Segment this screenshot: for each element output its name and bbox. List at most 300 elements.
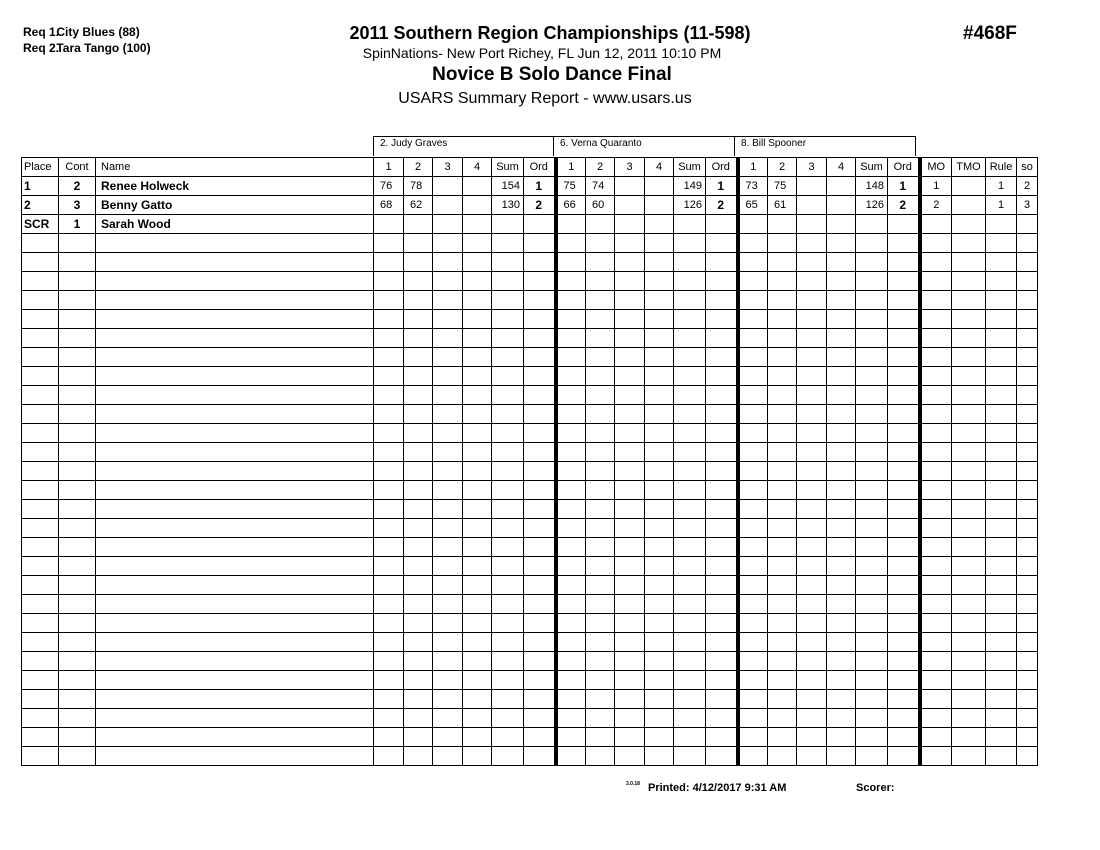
judge-sum-cell <box>856 652 888 671</box>
skater-name-cell: Sarah Wood <box>96 215 374 234</box>
cont-cell <box>59 329 96 348</box>
judge-mark-cell <box>797 291 827 310</box>
judge-sum-cell <box>674 443 706 462</box>
judge-mark-cell <box>374 728 404 747</box>
judge-mark-cell <box>827 747 856 766</box>
judge-mark-cell <box>738 576 768 595</box>
judge-sum-cell <box>674 709 706 728</box>
judge-mark-cell <box>738 443 768 462</box>
mo-cell <box>920 538 952 557</box>
judge-mark-cell <box>827 557 856 576</box>
table-row <box>22 652 1038 671</box>
mo-cell <box>920 234 952 253</box>
mo-cell <box>920 443 952 462</box>
judge-mark-cell <box>768 690 797 709</box>
event-title: Novice B Solo Dance Final <box>432 64 672 85</box>
skater-name-cell <box>96 405 374 424</box>
tmo-cell <box>952 310 986 329</box>
judge-sum-cell <box>674 348 706 367</box>
judge-mark-cell <box>738 234 768 253</box>
judge-sum-cell <box>856 690 888 709</box>
judge-sum-cell <box>492 633 524 652</box>
judge-sum-cell <box>674 500 706 519</box>
judge-mark-cell <box>645 538 674 557</box>
judge-ord-cell <box>706 500 738 519</box>
judge-sum-cell <box>492 405 524 424</box>
judge-mark-cell <box>556 481 586 500</box>
judge-mark-cell <box>797 728 827 747</box>
so-cell <box>1017 652 1038 671</box>
judge-mark-cell <box>556 424 586 443</box>
judge-mark-cell <box>404 405 433 424</box>
judge-mark-cell <box>374 538 404 557</box>
judge-ord-cell <box>524 652 556 671</box>
mo-cell <box>920 709 952 728</box>
cont-cell <box>59 348 96 367</box>
judge-sum-cell <box>492 500 524 519</box>
cont-cell <box>59 424 96 443</box>
judge-mark-cell <box>827 367 856 386</box>
tmo-cell <box>952 424 986 443</box>
judge-mark-cell <box>797 196 827 215</box>
mo-cell <box>920 595 952 614</box>
skater-name-cell <box>96 443 374 462</box>
judge-mark-cell <box>586 386 615 405</box>
judge-mark-cell <box>433 519 463 538</box>
place-cell <box>22 633 59 652</box>
cont-cell <box>59 253 96 272</box>
judge-ord-cell <box>524 234 556 253</box>
judge-mark-cell <box>615 728 645 747</box>
tmo-cell <box>952 652 986 671</box>
judge-mark-cell <box>433 272 463 291</box>
column-header-sum: Sum <box>492 158 524 177</box>
judge-ord-cell <box>524 709 556 728</box>
rule-cell <box>986 557 1017 576</box>
judge-mark-cell <box>586 747 615 766</box>
judge-mark-cell <box>404 443 433 462</box>
tmo-cell <box>952 272 986 291</box>
judge-mark-cell <box>586 462 615 481</box>
judge-mark-cell <box>586 671 615 690</box>
place-cell <box>22 348 59 367</box>
judge-ord-cell <box>706 690 738 709</box>
judge-mark-cell <box>768 386 797 405</box>
judge-mark-cell <box>645 462 674 481</box>
judge-sum-cell <box>674 310 706 329</box>
judge-ord-cell <box>524 215 556 234</box>
cont-cell: 2 <box>59 177 96 196</box>
judge-mark-cell <box>645 690 674 709</box>
judge-sum-cell <box>674 462 706 481</box>
mo-cell <box>920 690 952 709</box>
judge-mark-cell <box>586 576 615 595</box>
rule-cell <box>986 234 1017 253</box>
judge-sum-cell <box>674 367 706 386</box>
judge-mark-cell <box>586 253 615 272</box>
judge-mark-cell <box>404 519 433 538</box>
judge-sum-cell <box>492 557 524 576</box>
column-header-mark-2: 2 <box>768 158 797 177</box>
judge-mark-cell <box>645 310 674 329</box>
judge-mark-cell <box>404 671 433 690</box>
judge-mark-cell <box>615 557 645 576</box>
competition-title: 2011 Southern Region Championships (11-598) <box>349 23 751 43</box>
judge-mark-cell <box>556 367 586 386</box>
judge-ord-cell <box>706 215 738 234</box>
judge-mark-cell <box>645 386 674 405</box>
judge-mark-cell <box>556 234 586 253</box>
column-header-sum: Sum <box>856 158 888 177</box>
tmo-cell <box>952 633 986 652</box>
place-cell: SCR <box>22 215 59 234</box>
cont-cell <box>59 386 96 405</box>
judge-mark-cell <box>433 728 463 747</box>
place-cell: 1 <box>22 177 59 196</box>
tmo-cell <box>952 538 986 557</box>
column-header-tmo: TMO <box>952 158 986 177</box>
judge-mark-cell <box>615 348 645 367</box>
judge-mark-cell <box>433 652 463 671</box>
judge-mark-cell <box>645 424 674 443</box>
judge-mark-cell <box>463 253 492 272</box>
cont-cell <box>59 310 96 329</box>
so-cell <box>1017 234 1038 253</box>
judge-mark-cell <box>463 177 492 196</box>
judge-mark-cell <box>645 481 674 500</box>
place-cell <box>22 595 59 614</box>
judge-mark-cell <box>615 652 645 671</box>
judge-mark-cell <box>827 253 856 272</box>
so-cell <box>1017 424 1038 443</box>
mo-cell <box>920 348 952 367</box>
tmo-cell <box>952 671 986 690</box>
mo-cell <box>920 633 952 652</box>
judge-sum-cell: 149 <box>674 177 706 196</box>
judge-mark-cell: 60 <box>586 196 615 215</box>
judge-mark-cell <box>768 557 797 576</box>
tmo-cell <box>952 576 986 595</box>
request-2-text: Tara Tango (100) <box>56 41 151 55</box>
judge-mark-cell <box>615 272 645 291</box>
judge-mark-cell <box>645 367 674 386</box>
judge-mark-cell: 62 <box>404 196 433 215</box>
judge-mark-cell <box>374 329 404 348</box>
judge-mark-cell <box>463 709 492 728</box>
judge-mark-cell <box>645 576 674 595</box>
judge-ord-cell <box>888 671 920 690</box>
skater-name-cell <box>96 576 374 595</box>
judge-mark-cell <box>556 728 586 747</box>
judge-ord-cell <box>706 481 738 500</box>
judge-mark-cell <box>827 595 856 614</box>
judge-ord-cell <box>888 310 920 329</box>
column-header-rule: Rule <box>986 158 1017 177</box>
judge-ord-cell <box>524 272 556 291</box>
mo-cell <box>920 367 952 386</box>
judge-mark-cell <box>797 690 827 709</box>
judge-ord-cell <box>524 633 556 652</box>
judge-2-header: 6. Verna Quaranto <box>553 136 735 156</box>
judge-sum-cell <box>674 652 706 671</box>
judge-mark-cell <box>768 272 797 291</box>
judge-mark-cell <box>404 576 433 595</box>
judge-sum-cell <box>492 310 524 329</box>
judge-ord-cell <box>888 405 920 424</box>
judge-mark-cell <box>374 652 404 671</box>
judge-sum-cell <box>856 310 888 329</box>
judge-mark-cell <box>827 576 856 595</box>
judge-sum-cell <box>492 671 524 690</box>
table-row <box>22 690 1038 709</box>
judge-mark-cell <box>556 576 586 595</box>
judge-sum-cell <box>856 614 888 633</box>
judge-sum-cell <box>856 481 888 500</box>
judge-mark-cell <box>768 671 797 690</box>
judge-mark-cell <box>827 709 856 728</box>
judge-mark-cell <box>797 443 827 462</box>
judge-ord-cell <box>706 462 738 481</box>
table-row <box>22 424 1038 443</box>
judge-mark-cell <box>615 519 645 538</box>
cont-cell <box>59 234 96 253</box>
judge-mark-cell <box>433 424 463 443</box>
judge-mark-cell <box>556 386 586 405</box>
judge-sum-cell <box>492 595 524 614</box>
judge-mark-cell <box>738 519 768 538</box>
judge-mark-cell <box>645 728 674 747</box>
judge-ord-cell <box>706 424 738 443</box>
judge-mark-cell <box>645 253 674 272</box>
judge-mark-cell <box>556 519 586 538</box>
rule-cell <box>986 614 1017 633</box>
judge-mark-cell <box>463 215 492 234</box>
judge-mark-cell <box>586 272 615 291</box>
judge-mark-cell <box>738 424 768 443</box>
judge-mark-cell <box>374 367 404 386</box>
judge-mark-cell <box>797 538 827 557</box>
judge-sum-cell: 154 <box>492 177 524 196</box>
place-cell <box>22 557 59 576</box>
judge-mark-cell <box>463 614 492 633</box>
judge-mark-cell <box>797 709 827 728</box>
judge-mark-cell <box>738 538 768 557</box>
judge-mark-cell <box>615 709 645 728</box>
request-1-number: Req 1. <box>23 25 60 39</box>
mo-cell <box>920 310 952 329</box>
column-header-cont: Cont <box>59 158 96 177</box>
judge-mark-cell <box>463 500 492 519</box>
judge-ord-cell <box>706 405 738 424</box>
judge-mark-cell <box>738 329 768 348</box>
judge-mark-cell <box>556 215 586 234</box>
judge-ord-cell <box>706 519 738 538</box>
judge-ord-cell <box>888 253 920 272</box>
judge-mark-cell <box>463 462 492 481</box>
judge-mark-cell <box>645 405 674 424</box>
judge-mark-cell <box>738 348 768 367</box>
judge-mark-cell <box>463 291 492 310</box>
judge-mark-cell <box>404 633 433 652</box>
judge-ord-cell <box>706 443 738 462</box>
rule-cell <box>986 538 1017 557</box>
judge-mark-cell <box>645 272 674 291</box>
place-cell <box>22 614 59 633</box>
judge-ord-cell <box>706 272 738 291</box>
judge-mark-cell <box>404 253 433 272</box>
skater-name-cell <box>96 272 374 291</box>
judge-mark-cell <box>586 728 615 747</box>
judge-sum-cell <box>856 633 888 652</box>
so-cell <box>1017 747 1038 766</box>
judge-ord-cell <box>888 728 920 747</box>
judge-ord-cell: 1 <box>524 177 556 196</box>
judge-mark-cell <box>586 652 615 671</box>
rule-cell <box>986 481 1017 500</box>
judge-mark-cell <box>433 443 463 462</box>
cont-cell <box>59 272 96 291</box>
column-header-ord: Ord <box>706 158 738 177</box>
judge-mark-cell <box>404 614 433 633</box>
judge-mark-cell <box>586 481 615 500</box>
judge-mark-cell <box>615 424 645 443</box>
judge-1-header: 2. Judy Graves <box>373 136 554 156</box>
table-row <box>22 747 1038 766</box>
skater-name-cell <box>96 690 374 709</box>
so-cell: 2 <box>1017 177 1038 196</box>
judge-mark-cell <box>797 348 827 367</box>
judge-ord-cell <box>888 424 920 443</box>
judge-mark-cell <box>556 329 586 348</box>
skater-name-cell <box>96 310 374 329</box>
skater-name-cell <box>96 728 374 747</box>
judge-ord-cell <box>888 500 920 519</box>
judge-ord-cell <box>524 576 556 595</box>
judge-mark-cell <box>645 614 674 633</box>
skater-name-cell <box>96 614 374 633</box>
judge-mark-cell <box>738 500 768 519</box>
so-cell <box>1017 595 1038 614</box>
judge-mark-cell <box>768 291 797 310</box>
judge-ord-cell <box>706 291 738 310</box>
tmo-cell <box>952 747 986 766</box>
judge-sum-cell <box>492 348 524 367</box>
judge-mark-cell <box>738 367 768 386</box>
rule-cell <box>986 709 1017 728</box>
judge-ord-cell <box>888 576 920 595</box>
tmo-cell <box>952 557 986 576</box>
judge-mark-cell <box>768 481 797 500</box>
mo-cell <box>920 747 952 766</box>
judge-mark-cell <box>374 424 404 443</box>
judge-sum-cell <box>856 709 888 728</box>
judge-mark-cell <box>738 709 768 728</box>
judge-mark-cell <box>615 215 645 234</box>
venue-line: SpinNations- New Port Richey, FL Jun 12, 2011 10:10 PM <box>362 45 722 61</box>
judge-mark-cell <box>556 462 586 481</box>
judge-ord-cell <box>706 367 738 386</box>
judge-ord-cell <box>888 519 920 538</box>
skater-name-cell <box>96 462 374 481</box>
judge-mark-cell <box>433 367 463 386</box>
column-header-so: so <box>1017 158 1038 177</box>
so-cell <box>1017 500 1038 519</box>
judge-ord-cell <box>888 538 920 557</box>
cont-cell <box>59 728 96 747</box>
place-cell <box>22 424 59 443</box>
judge-mark-cell <box>556 747 586 766</box>
judge-ord-cell <box>888 614 920 633</box>
skater-name-cell <box>96 367 374 386</box>
judge-sum-cell <box>674 481 706 500</box>
judge-mark-cell <box>827 538 856 557</box>
rule-cell <box>986 443 1017 462</box>
tmo-cell <box>952 348 986 367</box>
judge-sum-cell <box>856 538 888 557</box>
judge-mark-cell <box>433 614 463 633</box>
judge-mark-cell <box>768 329 797 348</box>
so-cell <box>1017 462 1038 481</box>
judge-sum-cell <box>674 234 706 253</box>
judge-mark-cell <box>374 519 404 538</box>
judge-mark-cell <box>374 443 404 462</box>
judge-sum-cell <box>492 443 524 462</box>
judge-mark-cell <box>433 500 463 519</box>
judge-mark-cell <box>404 424 433 443</box>
judge-mark-cell <box>586 538 615 557</box>
cont-cell <box>59 557 96 576</box>
cont-cell <box>59 576 96 595</box>
rule-cell <box>986 386 1017 405</box>
judge-sum-cell <box>492 234 524 253</box>
judge-mark-cell <box>615 367 645 386</box>
judge-mark-cell: 76 <box>374 177 404 196</box>
judge-mark-cell <box>645 234 674 253</box>
judge-mark-cell <box>645 652 674 671</box>
judge-ord-cell <box>706 728 738 747</box>
printed-line <box>626 781 787 794</box>
judge-mark-cell <box>768 652 797 671</box>
judge-ord-cell <box>706 633 738 652</box>
judge-ord-cell <box>888 272 920 291</box>
judge-mark-cell <box>374 595 404 614</box>
skater-name-cell <box>96 386 374 405</box>
judge-mark-cell <box>615 690 645 709</box>
so-cell <box>1017 519 1038 538</box>
tmo-cell <box>952 481 986 500</box>
so-cell <box>1017 538 1038 557</box>
judge-mark-cell <box>374 633 404 652</box>
judge-mark-cell <box>374 481 404 500</box>
judge-mark-cell: 68 <box>374 196 404 215</box>
mo-cell <box>920 557 952 576</box>
judge-mark-cell <box>768 348 797 367</box>
column-header-row <box>22 158 1038 177</box>
skater-name-cell <box>96 538 374 557</box>
so-cell <box>1017 614 1038 633</box>
so-cell <box>1017 291 1038 310</box>
place-cell <box>22 747 59 766</box>
judge-mark-cell <box>797 747 827 766</box>
judge-sum-cell <box>856 747 888 766</box>
table-row <box>22 462 1038 481</box>
judge-mark-cell <box>463 538 492 557</box>
judge-mark-cell <box>374 405 404 424</box>
judge-ord-cell <box>706 348 738 367</box>
rule-cell <box>986 747 1017 766</box>
judge-mark-cell <box>556 253 586 272</box>
judge-sum-cell <box>492 576 524 595</box>
